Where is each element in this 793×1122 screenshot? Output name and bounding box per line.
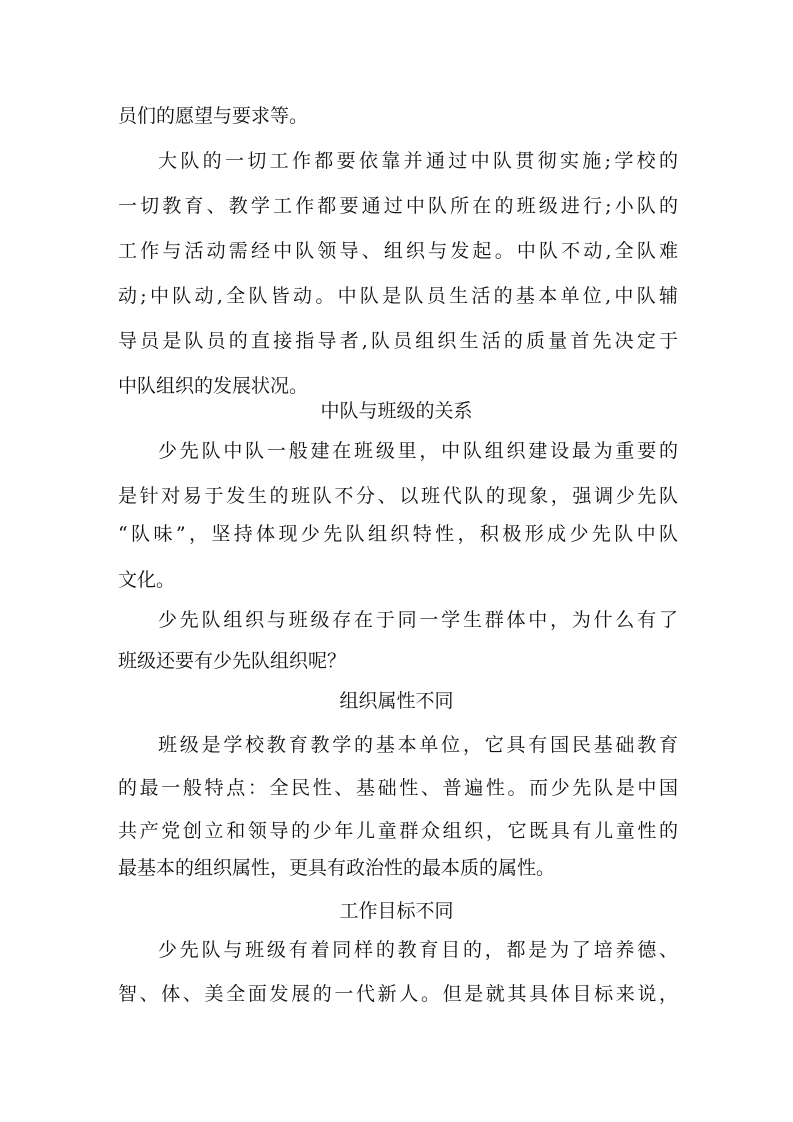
section-heading: 组织属性不同	[339, 690, 454, 712]
paragraph-line: 员们的愿望与要求等。	[118, 105, 309, 127]
paragraph-line: 是针对易于发生的班队不分、以班代队的现象，强调少先队	[118, 485, 678, 507]
section-heading: 工作目标不同	[339, 900, 454, 922]
paragraph-line: 共产党创立和领导的少年儿童群众组织，它既具有儿童性的	[118, 820, 678, 842]
paragraph-line: 班级还要有少先队组织呢？	[118, 650, 347, 672]
paragraph-line: 班级是学校教育教学的基本单位，它具有国民基础教育	[158, 734, 678, 756]
paragraph-line: 的最一般特点：全民性、基础性、普遍性。而少先队是中国	[118, 777, 678, 799]
paragraph-line: 少先队组织与班级存在于同一学生群体中，为什么有了	[158, 609, 678, 631]
paragraph-line: 导员是队员的直接指导者,队员组织生活的质量首先决定于	[118, 330, 678, 352]
paragraph-line: 中队组织的发展状况。	[118, 375, 309, 397]
paragraph-line: 动;中队动,全队皆动。中队是队员生活的基本单位,中队辅	[118, 285, 678, 307]
paragraph-line: 一切教育、教学工作都要通过中队所在的班级进行;小队的	[118, 195, 678, 217]
paragraph-line: 最基本的组织属性，更具有政治性的最本质的属性。	[118, 857, 556, 879]
paragraph-line: 工作与活动需经中队领导、组织与发起。中队不动,全队难	[118, 240, 678, 262]
section-heading: 中队与班级的关系	[320, 400, 473, 422]
paragraph-line: 少先队与班级有着同样的教育目的，都是为了培养德、	[158, 939, 678, 961]
paragraph-line: 文化。	[118, 569, 176, 591]
paragraph-line: 少先队中队一般建在班级里，中队组织建设最为重要的	[158, 440, 678, 462]
paragraph-line: 大队的一切工作都要依靠并通过中队贯彻实施;学校的	[158, 150, 678, 172]
paragraph-line: “队味”，坚持体现少先队组织特性，积极形成少先队中队	[118, 523, 678, 545]
paragraph-line: 智、体、美全面发展的一代新人。但是就其具体目标来说，	[118, 983, 678, 1005]
